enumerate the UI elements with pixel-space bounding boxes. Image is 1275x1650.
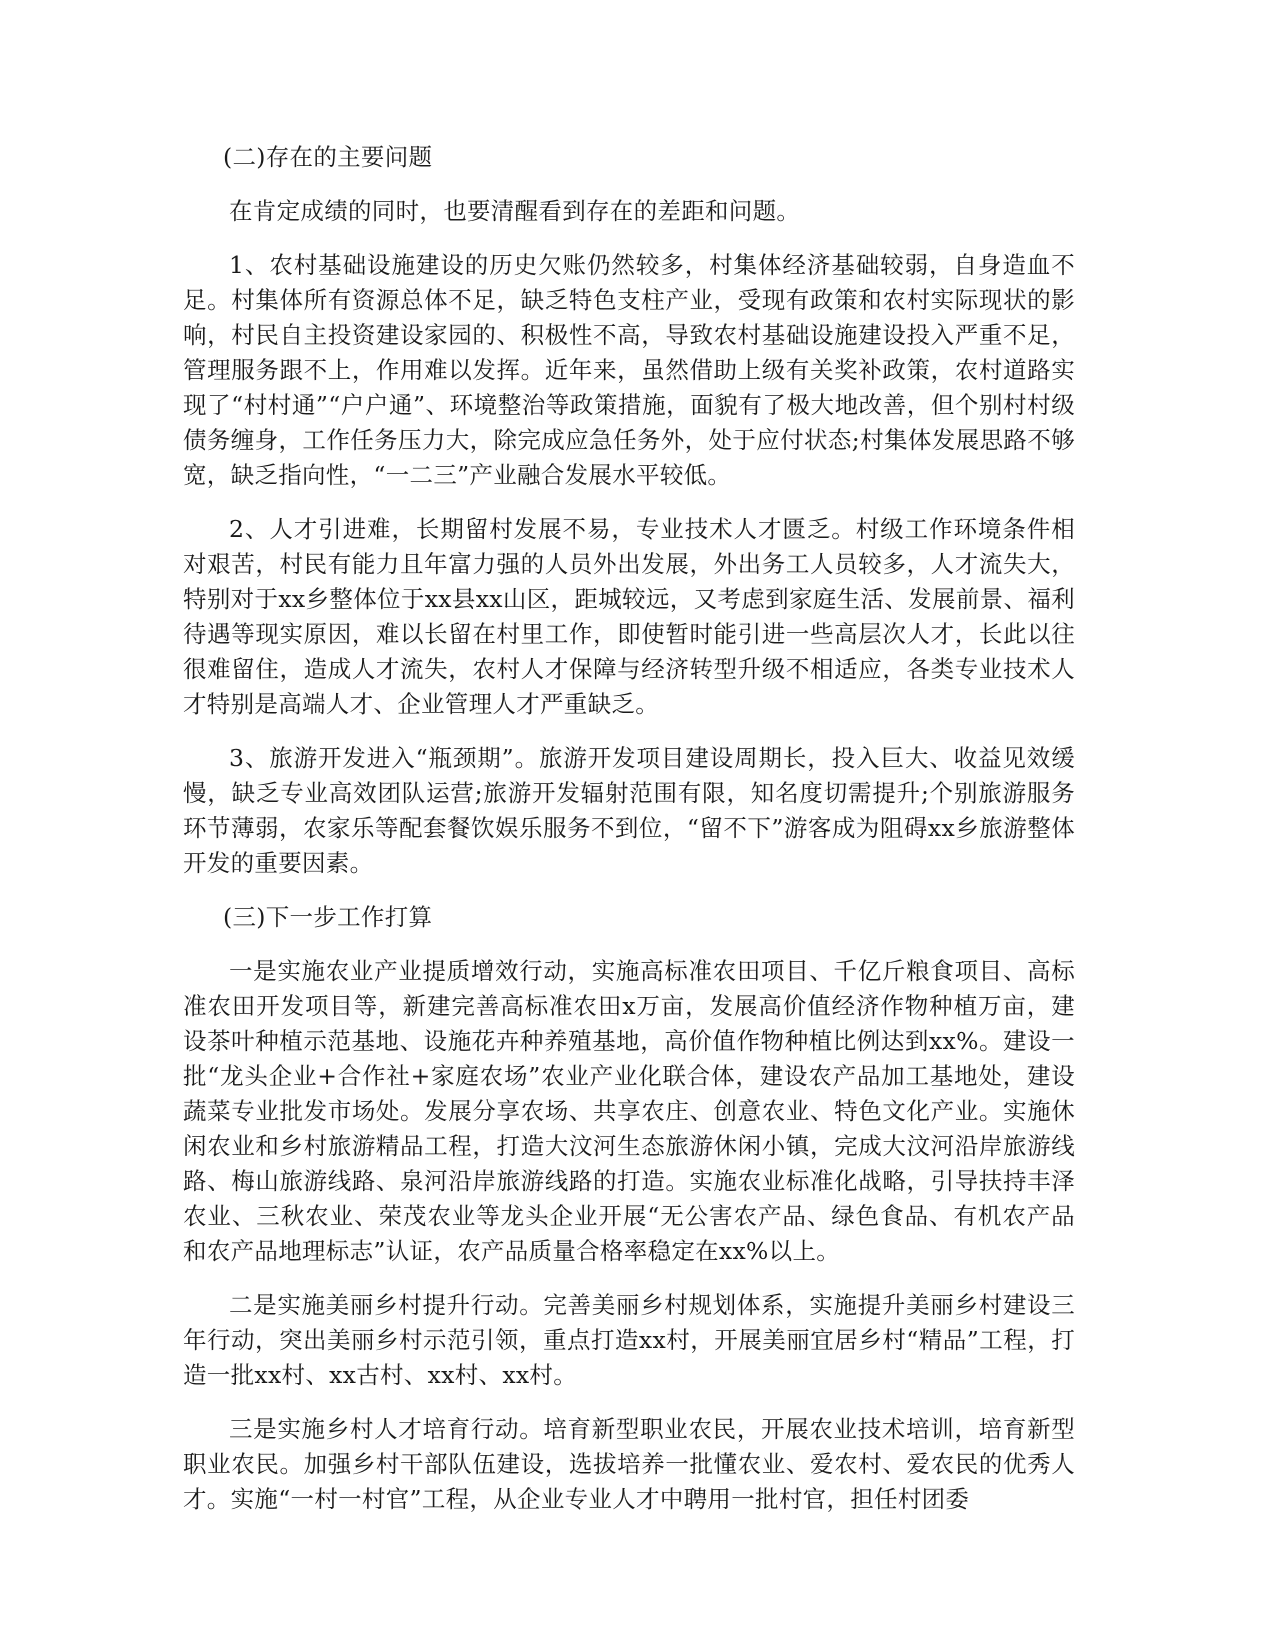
plan-paragraph-1: 一是实施农业产业提质增效行动，实施高标准农田项目、千亿斤粮食项目、高标准农田开发项目等，新建完善高标准农田x万亩，发展高价值经济作物种植万亩，建设茶叶种植示范基地、设施花卉种养殖基地，高价值作物种植比例达到xx%。建设一批“龙头企业+合作社+家庭农场”农业产业化联合体，建设农产品加工基地处，建设蔬菜专业批发市场处。发展分享农场、共享农庄、创意农业、特色文化产业。实施休闲农业和乡村旅游精品工程，打造大汶河生态旅游休闲小镇，完成大汶河沿岸旅游线路、梅山旅游线路、泉河沿岸旅游线路的打造。实施农业标准化战略，引导扶持丰泽农业、三秋农业、荣茂农业等龙头企业开展“无公害农产品、绿色食品、有机农产品和农产品地理标志”认证，农产品质量合格率稳定在xx%以上。 [183, 957, 1075, 1265]
section-heading-problems: (二)存在的主要问题 [223, 143, 433, 171]
plan-paragraph-3: 三是实施乡村人才培育行动。培育新型职业农民，开展农业技术培训，培育新型职业农民。加强乡村干部队伍建设，选拔培养一批懂农业、爱农村、爱农民的优秀人才。实施“一村一村官”工程，从企业专业人才中聘用一批村官，担任村团委 [183, 1415, 1075, 1513]
problem-paragraph-1: 1、农村基础设施建设的历史欠账仍然较多，村集体经济基础较弱，自身造血不足。村集体所有资源总体不足，缺乏特色支柱产业，受现有政策和农村实际现状的影响，村民自主投资建设家园的、积极性不高，导致农村基础设施建设投入严重不足，管理服务跟不上，作用难以发挥。近年来，虽然借助上级有关奖补政策，农村道路实现了“村村通”“户户通”、环境整治等政策措施，面貌有了极大地改善，但个别村村级债务缠身，工作任务压力大，除完成应急任务外，处于应付状态;村集体发展思路不够宽，缺乏指向性，“一二三”产业融合发展水平较低。 [183, 251, 1075, 489]
problem-paragraph-2: 2、人才引进难，长期留村发展不易，专业技术人才匮乏。村级工作环境条件相对艰苦，村民有能力且年富力强的人员外出发展，外出务工人员较多，人才流失大，特别对于xx乡整体位于xx县xx山区，距城较远，又考虑到家庭生活、发展前景、福利待遇等现实原因，难以长留在村里工作，即使暂时能引进一些高层次人才，长此以往很难留住，造成人才流失，农村人才保障与经济转型升级不相适应，各类专业技术人才特别是高端人才、企业管理人才严重缺乏。 [183, 515, 1075, 718]
intro-paragraph: 在肯定成绩的同时，也要清醒看到存在的差距和问题。 [229, 197, 801, 225]
problem-paragraph-3: 3、旅游开发进入“瓶颈期”。旅游开发项目建设周期长，投入巨大、收益见效缓慢，缺乏专业高效团队运营;旅游开发辐射范围有限，知名度切需提升;个别旅游服务环节薄弱，农家乐等配套餐饮娱乐服务不到位，“留不下”游客成为阻碍xx乡旅游整体开发的重要因素。 [183, 744, 1075, 877]
plan-paragraph-2: 二是实施美丽乡村提升行动。完善美丽乡村规划体系，实施提升美丽乡村建设三年行动，突出美丽乡村示范引领，重点打造xx村，开展美丽宜居乡村“精品”工程，打造一批xx村、xx古村、xx村、xx村。 [183, 1291, 1075, 1389]
document-page [183, 140, 1075, 1536]
section-heading-next-steps: (三)下一步工作打算 [223, 903, 433, 931]
